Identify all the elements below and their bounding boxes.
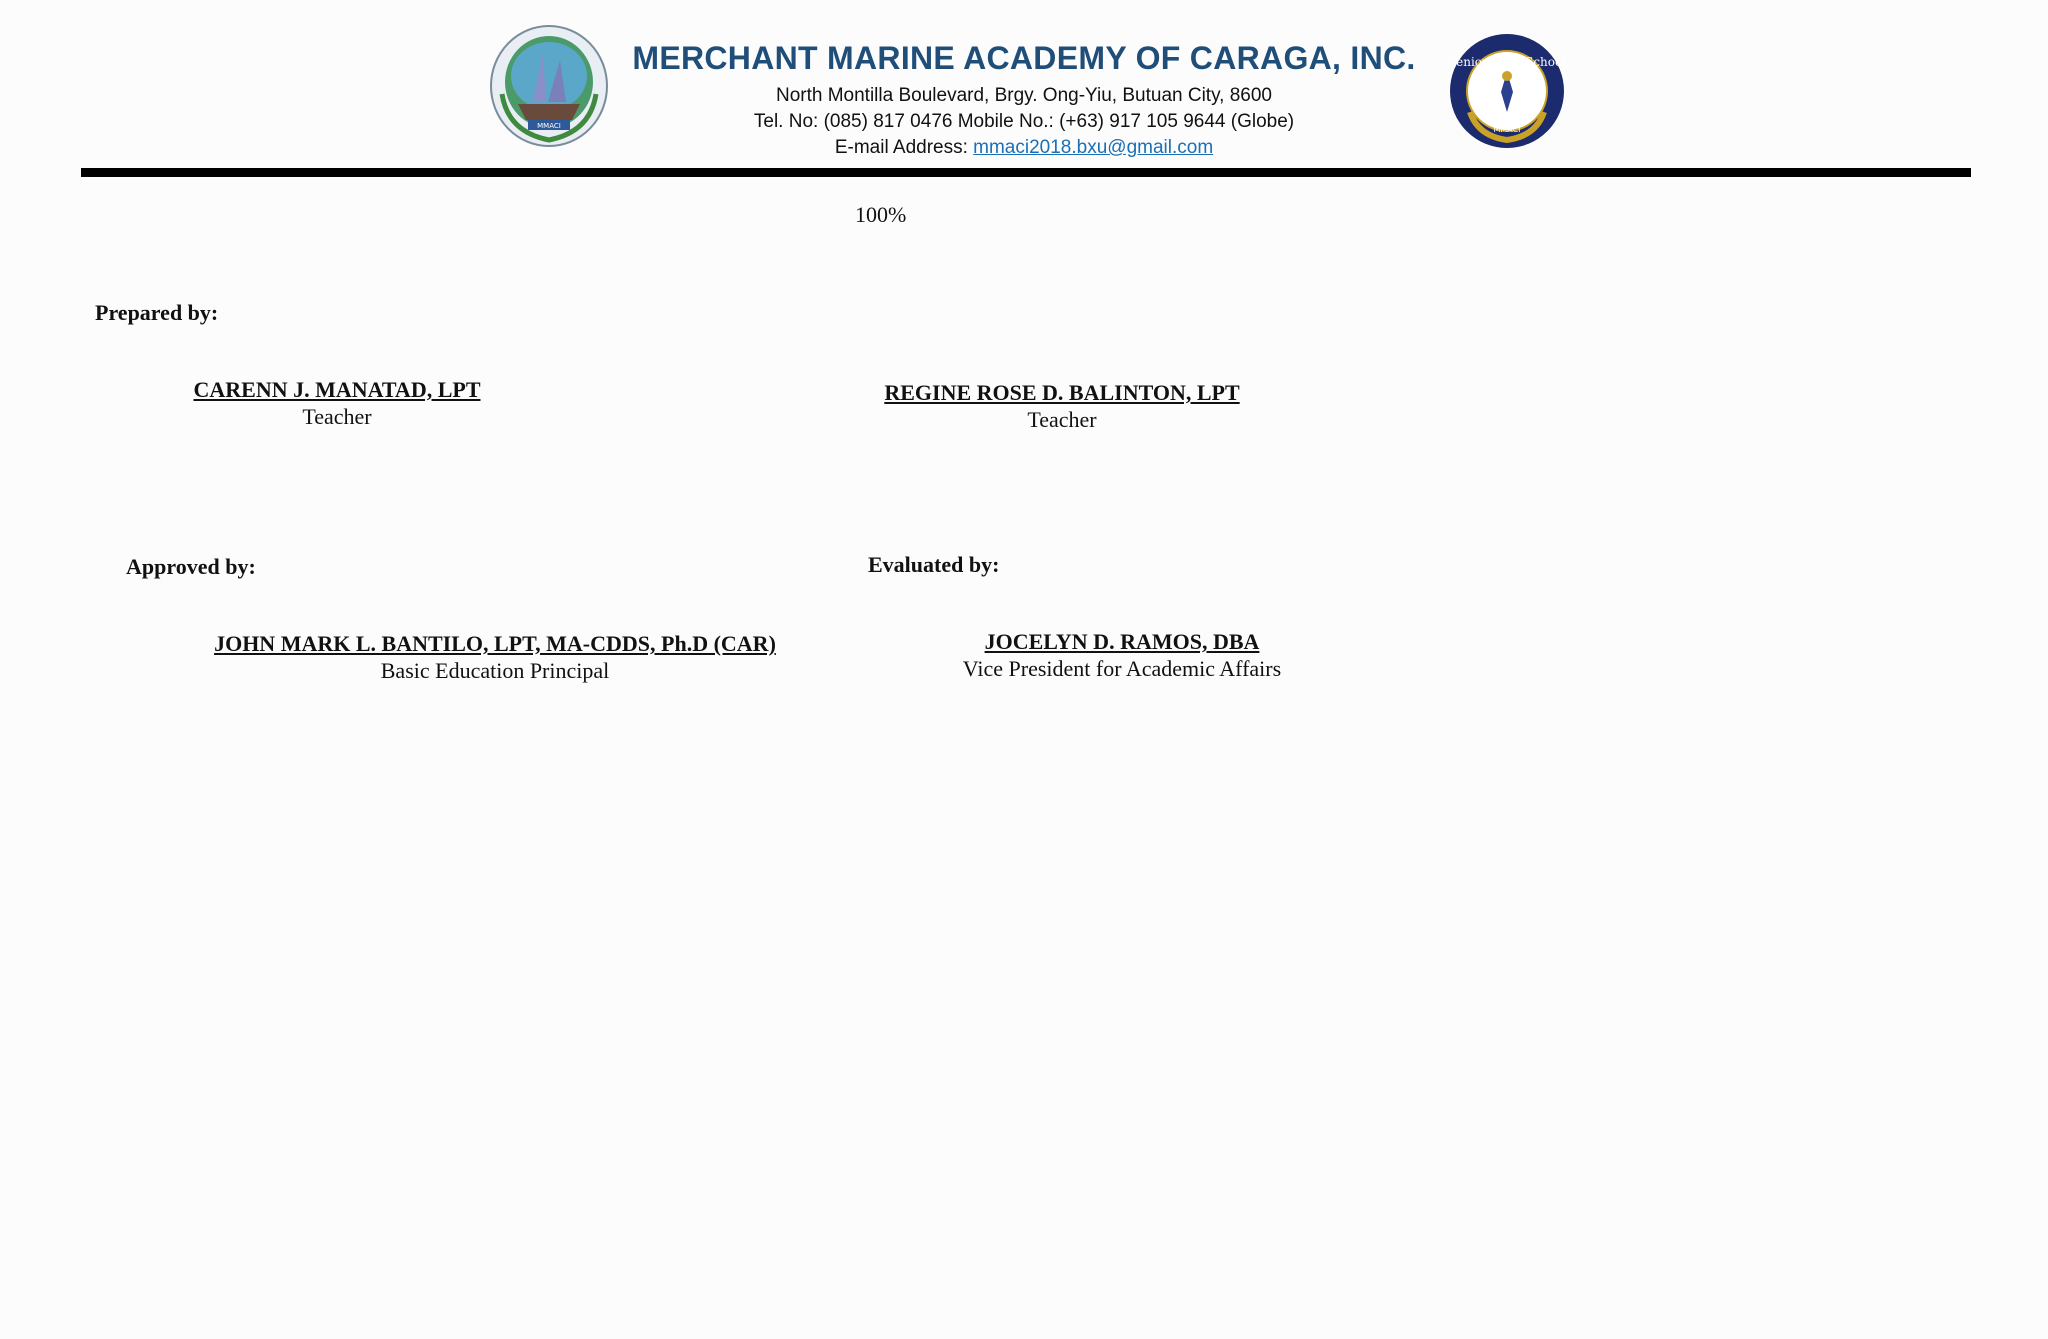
signatory-prepared-2 [856,379,1268,433]
signatory-name: REGINE ROSE D. BALINTON, LPT [884,380,1240,405]
svg-text:MMACI: MMACI [1493,125,1521,134]
percent-value: 100% [855,202,907,227]
signatory-role: Vice President for Academic Affairs [962,656,1282,681]
prepared-by-label: Prepared by: [95,300,219,325]
signatory-name: JOHN MARK L. BANTILO, LPT, MA-CDDS, Ph.D (CAR) [214,631,776,656]
signatory-prepared-1 [160,376,514,430]
signatory-role: Basic Education Principal [380,658,610,683]
school-email-line [0,137,2048,159]
email-link[interactable]: mmaci2018.bxu@gmail.com [973,137,1214,158]
signatory-role: Teacher [1027,407,1097,432]
school-address: North Montilla Boulevard, Brgy. Ong-Yiu, Butuan City, 8600 [775,85,1272,106]
email-label: E-mail Address: [834,137,974,158]
signatory-approved [170,630,820,684]
school-phones: Tel. No: (085) 817 0476 Mobile No.: (+63) 917 105 9644 (Globe) [753,111,1295,132]
approved-by-label: Approved by: [126,554,256,579]
signatory-evaluated [922,628,1322,682]
signatory-role: Teacher [302,404,372,429]
signatory-name: CARENN J. MANATAD, LPT [193,377,481,402]
evaluated-by-label: Evaluated by: [868,552,1000,577]
svg-text:Senior High School: Senior High School [1448,55,1566,69]
svg-text:MMACI: MMACI [537,122,561,130]
school-name: MERCHANT MARINE ACADEMY OF CARAGA, INC. [632,40,1416,76]
header-divider [81,168,1971,177]
signatory-name: JOCELYN D. RAMOS, DBA [984,629,1260,654]
